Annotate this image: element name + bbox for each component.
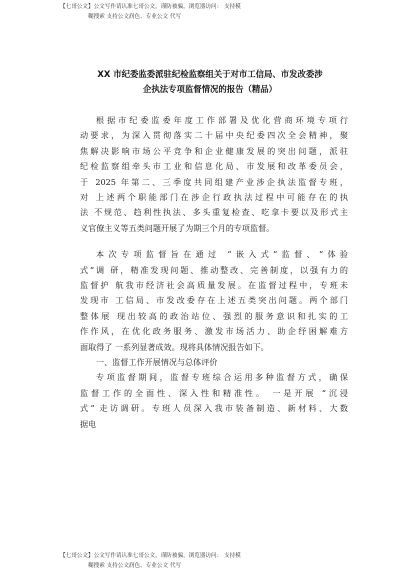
section-heading-block: [80, 355, 348, 370]
paragraph-3: [80, 370, 348, 432]
text-line: 法 不规范、趋利性执法、多头重复检查、吃拿卡要以及形式主: [80, 207, 348, 218]
text-line: 整体展 现出较高的政治站位、强烈的服务意识和扎实的工: [80, 310, 348, 321]
text-line: 义官僚主义等五类问题开展了为期三个月的专项监督。: [80, 222, 275, 233]
text-line: 作作风，在优化政务服务、激发市场活力、助企纾困解难方: [80, 326, 348, 337]
banner-line-2: 糊搜索 支持公文润色、专业公文 代写: [88, 14, 182, 20]
banner-line-1: 【七哥公文】公文写作请认准七哥公文，谨防被骗，浏览器访问： 支持模: [60, 553, 241, 559]
document-title: [60, 67, 360, 97]
title-line-2: 企执法专项监督情况的报告（精品）: [143, 84, 277, 94]
text-line: 专项监督期间，监督专班综合运用多种监督方式，确保: [96, 372, 348, 383]
text-line: 对 上述两个职能部门在涉企行政执法过程中可能存在的执: [80, 191, 348, 202]
banner-line-1: 【七哥公文】公文写作请认准七哥公文，谨防被骗，浏览器访问： 支持模: [60, 4, 241, 10]
text-line: 根据市纪委监委年度工作部署及优化营商环境专项行: [96, 115, 348, 125]
bottom-banner: [0, 551, 410, 573]
document-body: [80, 113, 348, 432]
text-line: 动要求，为深入贯彻落实二十届中央纪委四次全会精神，聚: [80, 130, 348, 141]
text-line: 焦解决影响市场公平竞争和企业健康发展的突出问题，派驻: [80, 145, 348, 156]
text-line: 式”调 研，精准发现问题、推动整改、完善制度，以强有力的: [80, 264, 348, 275]
text-line: 发现市 工信局、市发改委存在上述五类突出问题。两个部门: [80, 295, 348, 306]
top-banner: [0, 2, 410, 24]
title-line-1: XX 市纪委监委派驻纪检监察组关于对市工信局、市发改委涉: [97, 69, 323, 79]
text-line: 面取得了 一系列显著成效。现将具体情况报告如下。: [80, 341, 269, 352]
paragraph-2: [80, 247, 348, 355]
text-line: 本次专项监督旨在通过 “嵌入式”监督、“体验: [96, 249, 348, 260]
banner-line-2: 糊搜索 支持公文润色、专业公文 代写: [88, 563, 182, 569]
section-heading: 一、监督工作开展情况与总体评价: [96, 357, 218, 368]
paragraph-1: [80, 113, 348, 236]
text-line: 监督工作的全面性、深入性和精准性。 一是开展 “沉浸: [80, 387, 348, 398]
text-line: 于 2025 年第二、三季度共同组建产业涉企执法监督专班，: [80, 176, 348, 187]
text-line: 监督护 航我市经济社会高质量发展。在监督过程中，专班未: [80, 280, 348, 291]
text-line: 纪检监察组牵头市工业和信息化局、市发展和改革委员会，: [80, 161, 348, 172]
text-line: 式” 走访调研。专班人员深入我市装备制造、新材料、大数: [80, 403, 348, 414]
text-line: 据电: [80, 418, 97, 429]
